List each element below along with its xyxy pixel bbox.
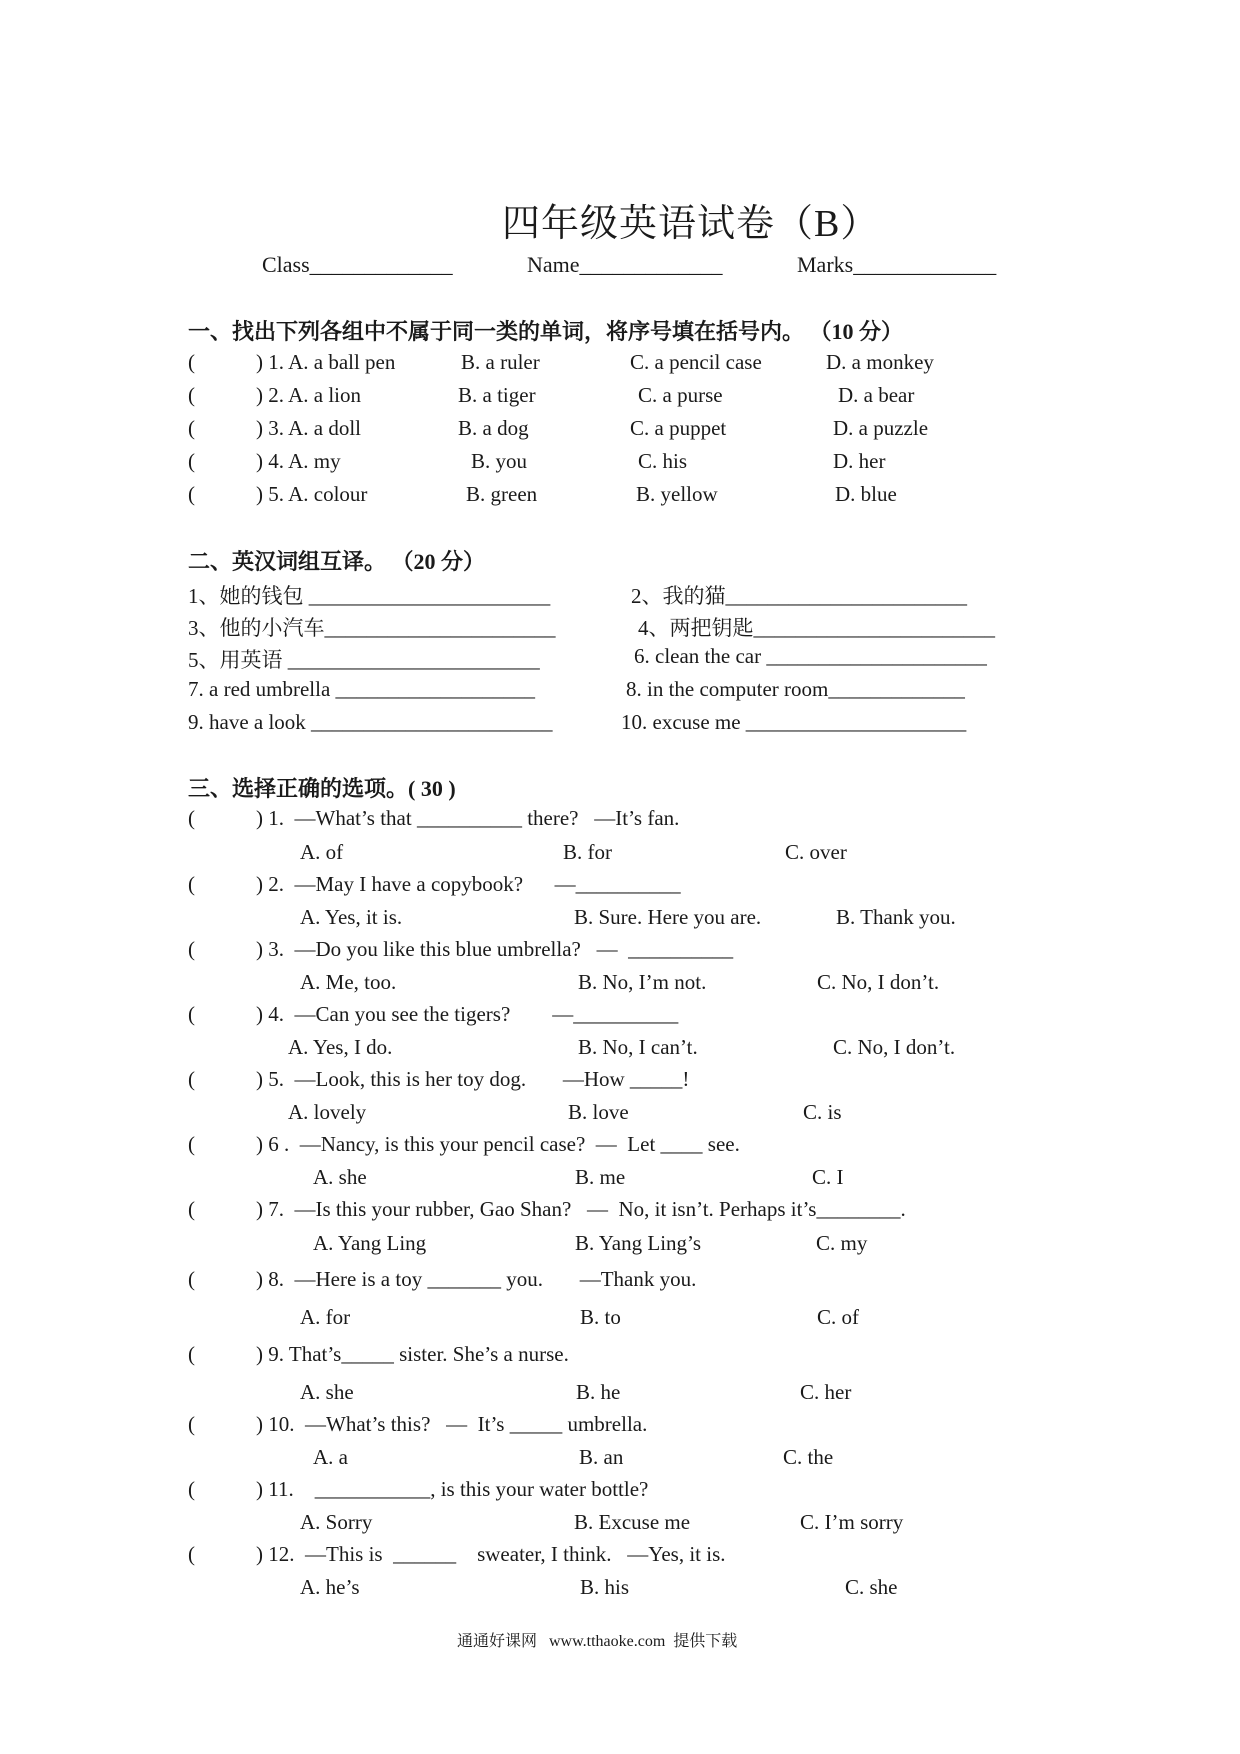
- footer-text: 通通好课网 www.tthaoke.com 提供下载: [457, 1633, 738, 1650]
- section1-heading: 一、找出下列各组中不属于同一类的单词，将序号填在括号内。 （10 分）: [188, 319, 904, 344]
- marks-field: Marks_____________: [797, 252, 997, 277]
- class-field: Class_____________: [262, 252, 453, 277]
- section3-heading: 三、选择正确的选项。( 30 ): [188, 776, 456, 801]
- page-title: 四年级英语试卷（B）: [502, 203, 880, 245]
- section2-heading: 二、英汉词组互译。 （20 分）: [188, 549, 486, 574]
- name-field: Name_____________: [527, 252, 723, 277]
